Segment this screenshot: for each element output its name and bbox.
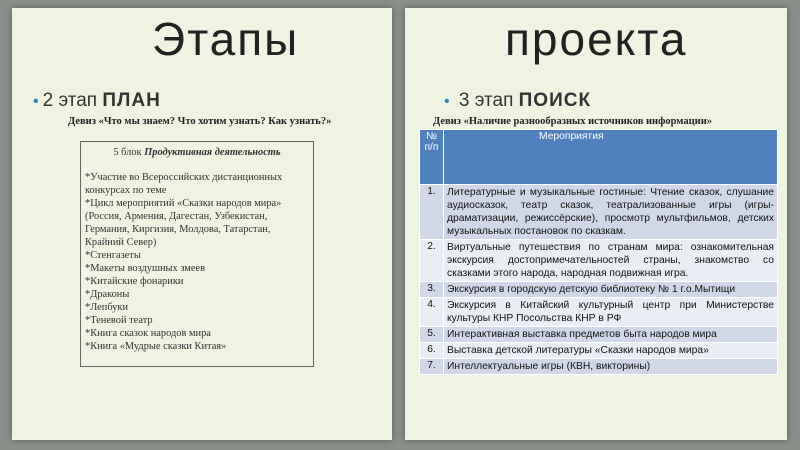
stage-number: 3 этап bbox=[458, 90, 514, 111]
row-event: Экскурсия в городскую детскую библиотеку № 1 г.о.Мытищи bbox=[444, 282, 778, 298]
row-event: Виртуальные путешествия по странам мира: ознакомительная экскурсия достопримечательностей страны, знакомство со сказками этого народа, народная подвижная игра. bbox=[444, 240, 778, 282]
title-left: Этапы bbox=[152, 13, 300, 65]
table-row bbox=[420, 359, 778, 375]
productive-activity-box bbox=[80, 141, 314, 367]
row-event: Экскурсия в Китайский культурный центр при Министерстве культуры КНР Посольства КНР в РФ bbox=[444, 298, 778, 327]
block-line: *Теневой театр bbox=[85, 315, 153, 326]
block-line: *Китайские фонарики bbox=[85, 276, 184, 287]
stage-heading-left bbox=[33, 90, 161, 112]
row-number: 6. bbox=[420, 343, 444, 359]
table-row bbox=[420, 343, 778, 359]
row-number: 7. bbox=[420, 359, 444, 375]
bullet-icon: • bbox=[33, 93, 39, 110]
block-line: *Книга сказок народов мира bbox=[85, 328, 211, 339]
row-number: 4. bbox=[420, 298, 444, 327]
block-line: *Участие во Всероссийских дистанционных bbox=[85, 172, 283, 183]
block-title: 5 блок Продуктивная деятельность bbox=[113, 147, 281, 158]
block-line: *Цикл мероприятий «Сказки народов мира» bbox=[85, 198, 282, 209]
header-events: Мероприятия bbox=[444, 130, 778, 185]
stage-heading-right bbox=[444, 90, 591, 112]
block-line: *Макеты воздушных змеев bbox=[85, 263, 205, 274]
stage-number: 2 этап bbox=[42, 90, 98, 111]
bullet-icon: • bbox=[444, 93, 450, 110]
table-row bbox=[420, 282, 778, 298]
row-number: 5. bbox=[420, 327, 444, 343]
events-table bbox=[419, 129, 778, 375]
row-number: 3. bbox=[420, 282, 444, 298]
block-line: Германия, Киргизия, Молдова, Татарстан, bbox=[85, 224, 271, 235]
table-row bbox=[420, 298, 778, 327]
table-row bbox=[420, 185, 778, 240]
table-row bbox=[420, 240, 778, 282]
stage-name: ПЛАН bbox=[102, 90, 161, 111]
header-number: № п/п bbox=[420, 130, 444, 185]
block-title-italic: Продуктивная деятельность bbox=[144, 147, 281, 158]
stage-name: ПОИСК bbox=[518, 90, 592, 111]
block-line: *Лепбуки bbox=[85, 302, 129, 313]
block-line: Крайний Север) bbox=[85, 237, 157, 248]
motto-left: Девиз «Что мы знаем? Что хотим узнать? Как узнать?» bbox=[68, 116, 332, 127]
block-line: *Драконы bbox=[85, 289, 130, 300]
motto-right: Девиз «Наличие разнообразных источников информации» bbox=[433, 116, 713, 127]
block-line: *Книга «Мудрые сказки Китая» bbox=[85, 341, 227, 352]
row-number: 1. bbox=[420, 185, 444, 240]
row-event: Интерактивная выставка предметов быта народов мира bbox=[444, 327, 778, 343]
block-lines bbox=[85, 171, 309, 353]
block-line: *Стенгазеты bbox=[85, 250, 141, 261]
row-event: Выставка детской литературы «Сказки народов мира» bbox=[444, 343, 778, 359]
title-right: проекта bbox=[505, 13, 688, 65]
row-event: Литературные и музыкальные гостиные: Чтение сказок, слушание аудиосказок, театр сказок, театрализованные игры (игры-драматизации, режиссёрские), просмотр мультфильмов, детских музыкальных постановок по сказкам. bbox=[444, 185, 778, 240]
row-event: Интеллектуальные игры (КВН, викторины) bbox=[444, 359, 778, 375]
block-line: конкурсах по теме bbox=[85, 185, 167, 196]
table-row bbox=[420, 327, 778, 343]
row-number: 2. bbox=[420, 240, 444, 282]
block-line: (Россия, Армения, Дагестан, Узбекистан, bbox=[85, 211, 268, 222]
